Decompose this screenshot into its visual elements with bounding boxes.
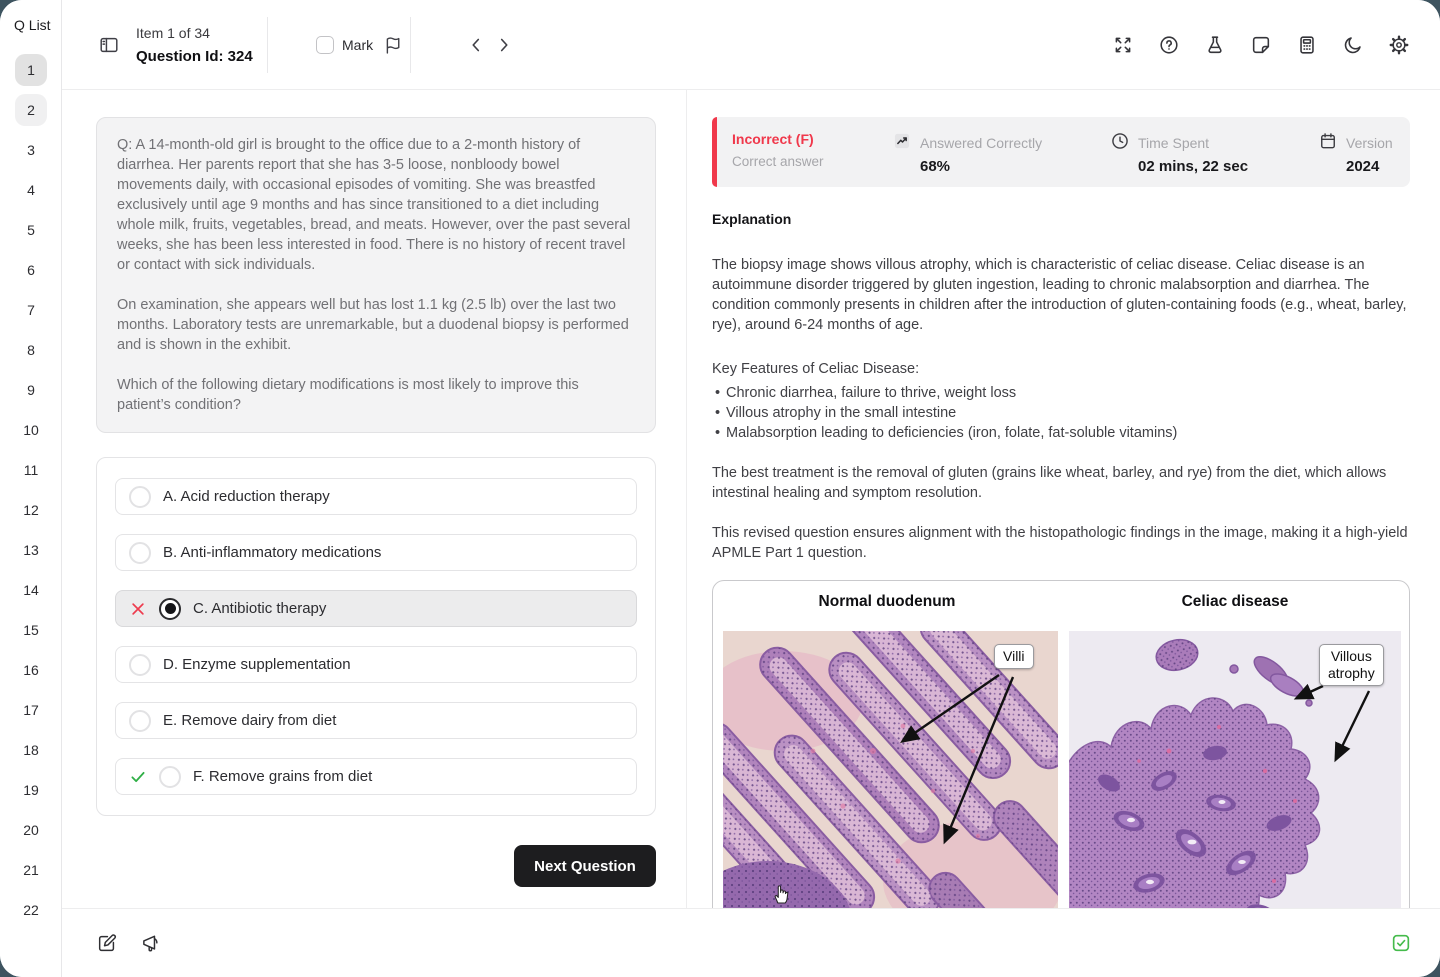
question-number-4[interactable]: 4 (27, 182, 35, 198)
fullscreen-icon[interactable] (1112, 34, 1134, 56)
question-number-19[interactable]: 19 (23, 782, 39, 798)
annotation-line: atrophy (1328, 665, 1375, 681)
check-icon (129, 768, 147, 786)
question-number-7[interactable]: 7 (27, 302, 35, 318)
option-c-selected-incorrect[interactable] (115, 590, 637, 627)
explanation-paragraph: This revised question ensures alignment with the histopathologic findings in the image, making it a high-yield APMLE Part 1 question. (712, 525, 1408, 561)
question-paragraph: Q: A 14-month-old girl is brought to the office due to a 2-month history of diarrhea. Her parents report that she has 3-5 loose, nonbloody bowel movements daily, with occasional episodes of vomiting. She was breastfed exclusively until age 9 months and has since transitioned to a diet including whole milk, fruits, vegetables, bread, and meats. However, over the past several weeks, she has been less interested in food. There is no history of recent travel or contact with sick individuals. (117, 137, 631, 273)
mark-label: Mark (342, 37, 374, 53)
question-number-18[interactable]: 18 (23, 742, 39, 758)
key-feature-item: • Villous atrophy in the small intestine (712, 403, 1412, 423)
answered-correctly-value: 68% (920, 158, 951, 175)
time-spent-value: 02 mins, 22 sec (1138, 158, 1249, 175)
note-icon[interactable] (1250, 34, 1272, 56)
question-number-5[interactable]: 5 (27, 222, 35, 238)
option-label: F. Remove grains from diet (193, 768, 373, 785)
villous-atrophy-annotation-label (1319, 644, 1384, 686)
key-features-heading: Key Features of Celiac Disease: (712, 361, 920, 377)
feedback-megaphone-icon[interactable] (140, 932, 162, 954)
radio-icon[interactable] (129, 486, 151, 508)
explanation-paragraph: The biopsy image shows villous atrophy, which is characteristic of celiac disease. Celiac disease is an autoimmune disorder triggered by gluten ingestion, leading to chronic malabsorption and diarrhea. The condition commonly presents in children after the introduction of gluten-containing foods (e.g., wheat, barley, rye), around 6-24 months of age. (712, 257, 1407, 333)
incorrect-accent-bar (712, 117, 717, 187)
item-counter: Item 1 of 34 (136, 25, 210, 41)
submitted-check-icon[interactable] (1390, 941, 1412, 958)
calculator-icon[interactable] (1296, 34, 1318, 56)
version-value: 2024 (1346, 158, 1380, 175)
question-number-20[interactable]: 20 (23, 822, 39, 838)
bottom-toolbar (62, 908, 1440, 977)
cross-icon (129, 600, 147, 618)
question-pane (62, 90, 687, 908)
version-label: Version (1346, 134, 1393, 151)
option-d[interactable] (115, 646, 637, 683)
option-label: A. Acid reduction therapy (163, 488, 330, 505)
key-feature-item: • Malabsorption leading to deficiencies (iron, folate, fat-soluble vitamins) (712, 423, 1412, 443)
option-f-correct[interactable] (115, 758, 637, 795)
question-number-2[interactable]: 2 (15, 94, 47, 126)
radio-icon[interactable] (129, 542, 151, 564)
dark-mode-moon-icon[interactable] (1342, 34, 1364, 56)
key-feature-item: • Chronic diarrhea, failure to thrive, weight loss (712, 383, 1412, 403)
result-stats-bar (712, 117, 1410, 187)
result-substatus: Correct answer (732, 154, 824, 169)
question-list-title: Q List (14, 17, 51, 33)
previous-question-chevron-left-icon[interactable] (465, 0, 487, 90)
radio-icon[interactable] (129, 710, 151, 732)
option-label: C. Antibiotic therapy (193, 600, 327, 617)
mark-flag-icon[interactable] (383, 35, 404, 56)
question-number-15[interactable]: 15 (23, 622, 39, 638)
question-number-16[interactable]: 16 (23, 662, 39, 678)
question-number-17[interactable]: 17 (23, 702, 39, 718)
next-question-chevron-right-icon[interactable] (493, 0, 515, 90)
time-spent-label: Time Spent (1138, 134, 1210, 151)
question-number-21[interactable]: 21 (23, 862, 39, 878)
question-number-22[interactable]: 22 (23, 902, 39, 918)
exhibit-image-card (712, 580, 1410, 908)
option-label: B. Anti-inflammatory medications (163, 544, 382, 561)
normal-duodenum-histology-image[interactable] (723, 631, 1058, 908)
edit-icon[interactable] (96, 932, 118, 954)
question-number-13[interactable]: 13 (23, 542, 39, 558)
radio-icon[interactable] (159, 766, 181, 788)
explanation-heading: Explanation (712, 211, 792, 227)
key-features-list (712, 383, 1412, 443)
annotation-line: Villous (1330, 648, 1372, 664)
explanation-paragraph: The best treatment is the removal of gluten (grains like wheat, barley, and rye) from the diet, which allows intestinal healing and symptom resolution. (712, 465, 1387, 501)
option-b[interactable] (115, 534, 637, 571)
panel-toggle-icon[interactable] (98, 0, 120, 90)
top-toolbar (62, 0, 1440, 90)
question-number-14[interactable]: 14 (23, 582, 39, 598)
settings-gear-icon[interactable] (1388, 34, 1410, 56)
help-icon[interactable] (1158, 34, 1180, 56)
option-label: D. Enzyme supplementation (163, 656, 351, 673)
mark-checkbox[interactable] (316, 36, 334, 54)
explanation-section (712, 209, 1412, 563)
header-divider (410, 17, 411, 73)
option-a[interactable] (115, 478, 637, 515)
question-number-8[interactable]: 8 (27, 342, 35, 358)
calendar-icon (1318, 131, 1338, 154)
question-number-list (0, 54, 62, 934)
radio-icon[interactable] (129, 654, 151, 676)
header-divider (267, 17, 268, 73)
villi-annotation-label: Villi (994, 644, 1034, 669)
question-number-9[interactable]: 9 (27, 382, 35, 398)
question-id: Question Id: 324 (136, 48, 253, 65)
question-paragraph: Which of the following dietary modifications is most likely to improve this patient’s condition? (117, 377, 579, 413)
question-number-11[interactable]: 11 (23, 462, 39, 478)
clock-icon (1110, 131, 1130, 154)
option-label: E. Remove dairy from diet (163, 712, 337, 729)
question-paragraph: On examination, she appears well but has lost 1.1 kg (2.5 lb) over the last two months. Laboratory tests are unremarkable, but a duodenal biopsy is performed and is shown in the exhibit. (117, 297, 629, 353)
option-e[interactable] (115, 702, 637, 739)
question-stem (96, 117, 656, 433)
question-number-1[interactable]: 1 (15, 54, 47, 86)
answer-options (96, 457, 656, 816)
trend-icon (892, 131, 912, 154)
lab-flask-icon[interactable] (1204, 34, 1226, 56)
next-question-button[interactable]: Next Question (514, 845, 656, 887)
answered-correctly-label: Answered Correctly (920, 134, 1043, 151)
question-number-6[interactable]: 6 (27, 262, 35, 278)
result-status: Incorrect (F) (732, 131, 814, 147)
question-number-3[interactable]: 3 (27, 142, 35, 158)
question-list-sidebar (0, 0, 62, 977)
question-number-12[interactable]: 12 (23, 502, 39, 518)
radio-selected-icon[interactable] (159, 598, 181, 620)
explanation-pane (687, 90, 1440, 908)
exhibit-right-title: Celiac disease (1181, 593, 1289, 610)
exhibit-left-title: Normal duodenum (818, 593, 956, 610)
question-number-10[interactable]: 10 (23, 422, 39, 438)
